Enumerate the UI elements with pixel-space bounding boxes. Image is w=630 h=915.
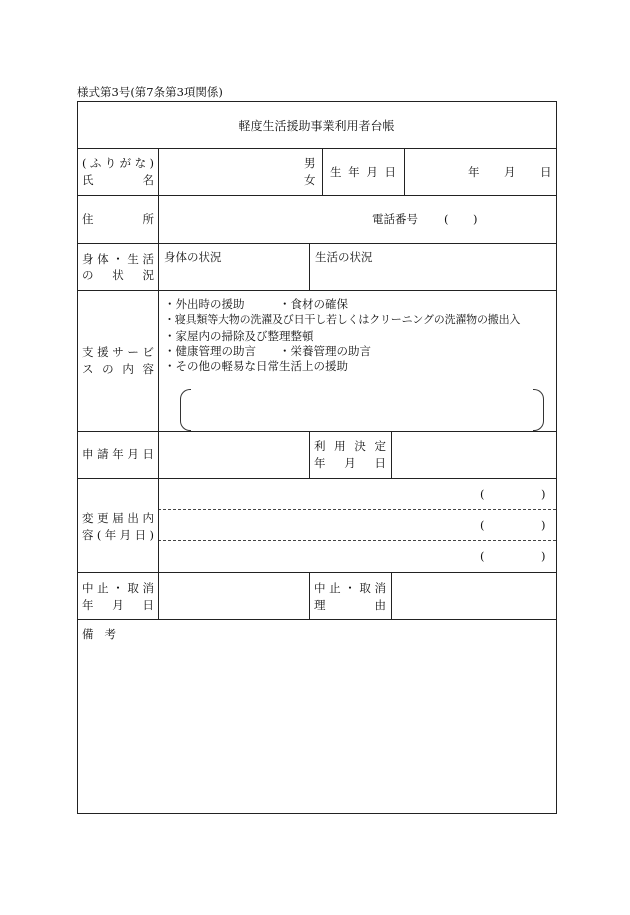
change-entry-1[interactable]	[162, 481, 472, 507]
change-label-line2: 容 ( 年 月 日 )	[82, 528, 154, 542]
application-date-field[interactable]	[160, 436, 306, 474]
change-1-close-paren: )	[541, 487, 546, 501]
service-label: 支 援 サ ー ビ	[82, 345, 154, 359]
furigana-label: ( ふ り が な )	[82, 156, 154, 170]
remarks-label: 備 考	[82, 627, 116, 641]
decision-date-label: 利 用 決 定	[314, 439, 386, 453]
stop-reason-label: 中 止 ・ 取 消	[314, 581, 386, 595]
change-3-open-paren: (	[480, 549, 485, 563]
stop-reason-field[interactable]	[394, 577, 552, 615]
name-field[interactable]	[160, 154, 316, 190]
birth-month-unit: 月	[504, 165, 516, 179]
form-title: 軽度生活援助事業利用者台帳	[238, 119, 395, 133]
body-condition-label: 身体の状況	[164, 250, 222, 264]
phone-open-paren: (	[444, 212, 449, 226]
change-entry-2[interactable]	[162, 512, 472, 538]
change-label: 変 更 届 出 内	[82, 511, 154, 525]
service-label-line2: ス の 内 容	[82, 362, 154, 376]
stop-date-label: 中 止 ・ 取 消	[82, 581, 154, 595]
address-label: 住 所	[82, 212, 154, 226]
phone-label: 電話番号	[372, 212, 418, 226]
change-entry-3[interactable]	[162, 543, 472, 569]
sex-female-label: 女	[304, 173, 316, 187]
stop-date-label-line2: 年 月 日	[82, 598, 154, 612]
service-item-1: ・外出時の援助 ・食材の確保	[164, 297, 348, 311]
change-2-open-paren: (	[480, 518, 485, 532]
condition-label-line2: の 状 況	[82, 268, 154, 282]
name-label: 氏 名	[82, 173, 154, 187]
remarks-field[interactable]	[82, 646, 550, 806]
right-bracket	[533, 389, 544, 431]
change-1-open-paren: (	[480, 487, 485, 501]
stop-date-field[interactable]	[160, 577, 306, 615]
application-date-label: 申 請 年 月 日	[82, 447, 154, 461]
change-3-close-paren: )	[541, 549, 546, 563]
phone-close-paren: )	[473, 212, 478, 226]
condition-label: 身 体 ・ 生 活	[82, 252, 154, 266]
birth-year-unit: 年	[468, 165, 480, 179]
birth-day-unit: 日	[540, 165, 552, 179]
birthdate-label: 生 年 月 日	[330, 165, 396, 179]
service-item-4: ・健康管理の助言 ・栄養管理の助言	[164, 344, 371, 358]
life-condition-label: 生活の状況	[315, 250, 373, 264]
change-2-close-paren: )	[541, 518, 546, 532]
left-bracket	[180, 389, 191, 431]
form-number-label: 様式第3号(第7条第3項関係)	[77, 85, 223, 99]
sex-male-label: 男	[304, 156, 316, 170]
stop-reason-label-line2: 理 由	[314, 598, 386, 612]
service-item-2: ・寝具類等大物の洗濯及び日干し若しくはクリーニングの洗濯物の搬出入	[164, 313, 521, 326]
service-item-5: ・その他の軽易な日常生活上の援助	[164, 359, 348, 373]
address-field[interactable]	[160, 200, 360, 238]
decision-date-label-line2: 年 月 日	[314, 456, 386, 470]
decision-date-field[interactable]	[394, 436, 552, 474]
other-service-field[interactable]	[192, 392, 530, 426]
service-item-3: ・家屋内の掃除及び整理整頓	[164, 329, 314, 343]
